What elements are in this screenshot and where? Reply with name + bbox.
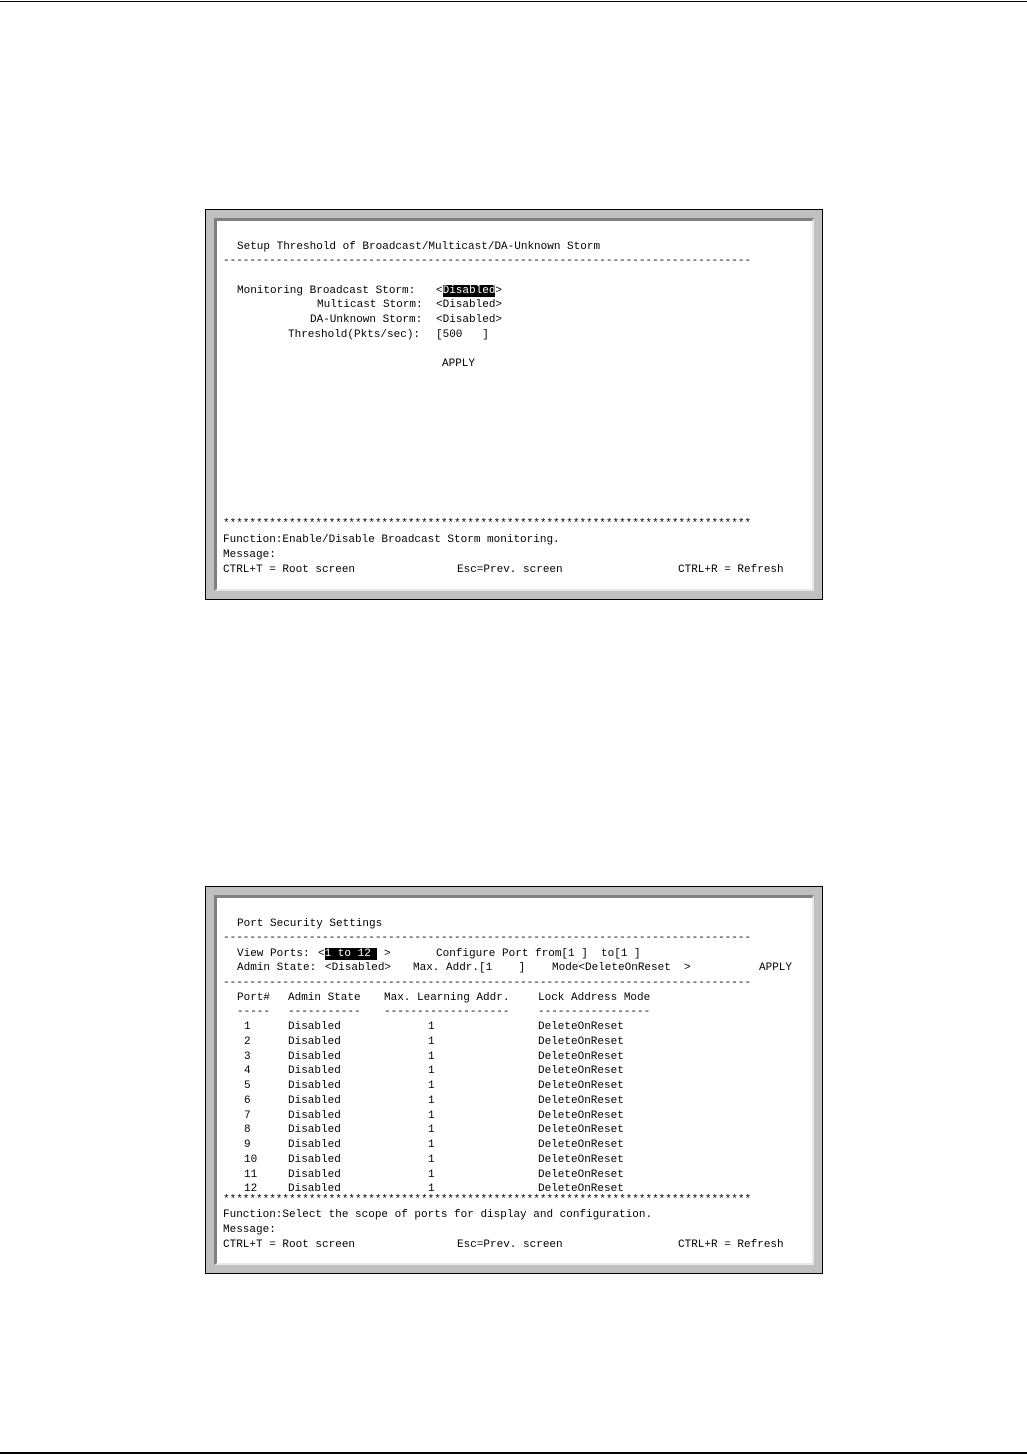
lock-mode-cell: DeleteOnReset — [538, 1095, 624, 1107]
screen-title: Port Security Settings — [237, 918, 383, 930]
title-separator: -------------------------------------------------------------------------------- — [223, 932, 752, 944]
broadcast-storm-label: Monitoring Broadcast Storm: — [237, 285, 416, 297]
lock-mode-cell: DeleteOnReset — [538, 1051, 624, 1063]
apply-button[interactable]: APPLY — [759, 962, 793, 974]
star-separator: ******************************************************************************** — [223, 518, 752, 530]
star-separator: ******************************************************************************** — [223, 1194, 752, 1206]
admin-state-cell: Disabled — [288, 1095, 341, 1107]
storm-terminal-screen — [214, 218, 814, 591]
mode-selector[interactable]: Mode<DeleteOnReset > — [552, 962, 691, 974]
lock-mode-cell: DeleteOnReset — [538, 1021, 624, 1033]
page-bottom-rule — [0, 1452, 1027, 1454]
col-header-port: Port# — [237, 992, 271, 1004]
port-number: 7 — [244, 1110, 251, 1122]
view-ports-selector[interactable]: <1 to 12 > — [318, 948, 391, 960]
port-number: 4 — [244, 1065, 251, 1077]
port-number: 3 — [244, 1051, 251, 1063]
multicast-storm-value: Disabled — [442, 299, 496, 311]
lock-mode-cell: DeleteOnReset — [538, 1080, 624, 1092]
refresh-hint[interactable]: CTRL+R = Refresh — [678, 1239, 784, 1251]
max-learning-cell: 1 — [428, 1095, 435, 1107]
port-security-window — [205, 886, 823, 1274]
broadcast-storm-value: Disabled — [442, 285, 496, 297]
admin-state-cell: Disabled — [288, 1139, 341, 1151]
port-number: 11 — [244, 1169, 258, 1181]
admin-state-cell: Disabled — [288, 1124, 341, 1136]
max-learning-cell: 1 — [428, 1139, 435, 1151]
message-line: Message: — [223, 549, 276, 561]
admin-state-cell: Disabled — [288, 1183, 341, 1195]
col-header-lock-mode: Lock Address Mode — [538, 992, 651, 1004]
max-learning-cell: 1 — [428, 1080, 435, 1092]
admin-state-selector[interactable]: <Disabled> — [325, 962, 392, 974]
root-screen-hint[interactable]: CTRL+T = Root screen — [223, 564, 356, 576]
col-underline-max-learning: ------------------- — [384, 1006, 510, 1018]
prev-screen-hint[interactable]: Esc=Prev. screen — [457, 1239, 563, 1251]
lock-mode-cell: DeleteOnReset — [538, 1169, 624, 1181]
multicast-storm-field[interactable]: <Disabled> — [436, 299, 503, 311]
port-number: 8 — [244, 1124, 251, 1136]
port-number: 2 — [244, 1036, 251, 1048]
refresh-hint[interactable]: CTRL+R = Refresh — [678, 564, 784, 576]
port-number: 1 — [244, 1021, 251, 1033]
max-learning-cell: 1 — [428, 1154, 435, 1166]
lock-mode-cell: DeleteOnReset — [538, 1139, 624, 1151]
col-header-admin-state: Admin State — [288, 992, 361, 1004]
port-terminal-screen — [214, 895, 814, 1265]
view-ports-label: View Ports: — [237, 948, 310, 960]
col-underline-admin-state: ----------- — [288, 1006, 361, 1018]
port-number: 5 — [244, 1080, 251, 1092]
threshold-value: 500 — [442, 329, 483, 341]
multicast-storm-label: Multicast Storm: — [317, 299, 423, 311]
lock-mode-cell: DeleteOnReset — [538, 1110, 624, 1122]
storm-threshold-window — [205, 209, 823, 600]
port-number: 10 — [244, 1154, 258, 1166]
broadcast-storm-field[interactable]: <Disabled> — [436, 285, 503, 297]
lock-mode-cell: DeleteOnReset — [538, 1065, 624, 1077]
prev-screen-hint[interactable]: Esc=Prev. screen — [457, 564, 563, 576]
max-learning-cell: 1 — [428, 1110, 435, 1122]
configure-port-range[interactable]: Configure Port from[1 ] to[1 ] — [436, 948, 641, 960]
max-learning-cell: 1 — [428, 1051, 435, 1063]
fields-separator: -------------------------------------------------------------------------------- — [223, 977, 752, 989]
max-learning-cell: 1 — [428, 1124, 435, 1136]
lock-mode-cell: DeleteOnReset — [538, 1154, 624, 1166]
col-underline-lock-mode: ----------------- — [538, 1006, 651, 1018]
threshold-field[interactable]: [500 ] — [436, 329, 489, 341]
admin-state-value: Disabled — [331, 962, 385, 974]
admin-state-cell: Disabled — [288, 1080, 341, 1092]
max-learning-cell: 1 — [428, 1169, 435, 1181]
lock-mode-cell: DeleteOnReset — [538, 1036, 624, 1048]
screen-title: Setup Threshold of Broadcast/Multicast/DA-Unknown Storm — [237, 241, 601, 253]
max-learning-cell: 1 — [428, 1065, 435, 1077]
admin-state-cell: Disabled — [288, 1036, 341, 1048]
lock-mode-cell: DeleteOnReset — [538, 1124, 624, 1136]
max-learning-cell: 1 — [428, 1183, 435, 1195]
admin-state-cell: Disabled — [288, 1065, 341, 1077]
apply-button[interactable]: APPLY — [442, 358, 476, 370]
max-learning-cell: 1 — [428, 1021, 435, 1033]
col-underline-port: ----- — [237, 1006, 271, 1018]
daunknown-storm-field[interactable]: <Disabled> — [436, 314, 503, 326]
admin-state-label: Admin State: — [237, 962, 317, 974]
function-line: Function:Select the scope of ports for display and configuration. — [223, 1209, 653, 1221]
page-top-rule — [0, 1, 1027, 2]
message-line: Message: — [223, 1224, 276, 1236]
port-number: 6 — [244, 1095, 251, 1107]
title-separator: -------------------------------------------------------------------------------- — [223, 255, 752, 267]
admin-state-cell: Disabled — [288, 1110, 341, 1122]
port-number: 12 — [244, 1183, 258, 1195]
admin-state-cell: Disabled — [288, 1051, 341, 1063]
max-learning-cell: 1 — [428, 1036, 435, 1048]
admin-state-cell: Disabled — [288, 1021, 341, 1033]
daunknown-storm-value: Disabled — [442, 314, 496, 326]
threshold-label: Threshold(Pkts/sec): — [288, 329, 421, 341]
daunknown-storm-label: DA-Unknown Storm: — [310, 314, 423, 326]
admin-state-cell: Disabled — [288, 1169, 341, 1181]
port-number: 9 — [244, 1139, 251, 1151]
lock-mode-cell: DeleteOnReset — [538, 1183, 624, 1195]
max-addr-field[interactable]: Max. Addr.[1 ] — [413, 962, 526, 974]
admin-state-cell: Disabled — [288, 1154, 341, 1166]
col-header-max-learning: Max. Learning Addr. — [384, 992, 510, 1004]
root-screen-hint[interactable]: CTRL+T = Root screen — [223, 1239, 356, 1251]
view-ports-value: 1 to 12 — [324, 948, 378, 960]
function-line: Function:Enable/Disable Broadcast Storm monitoring. — [223, 534, 560, 546]
